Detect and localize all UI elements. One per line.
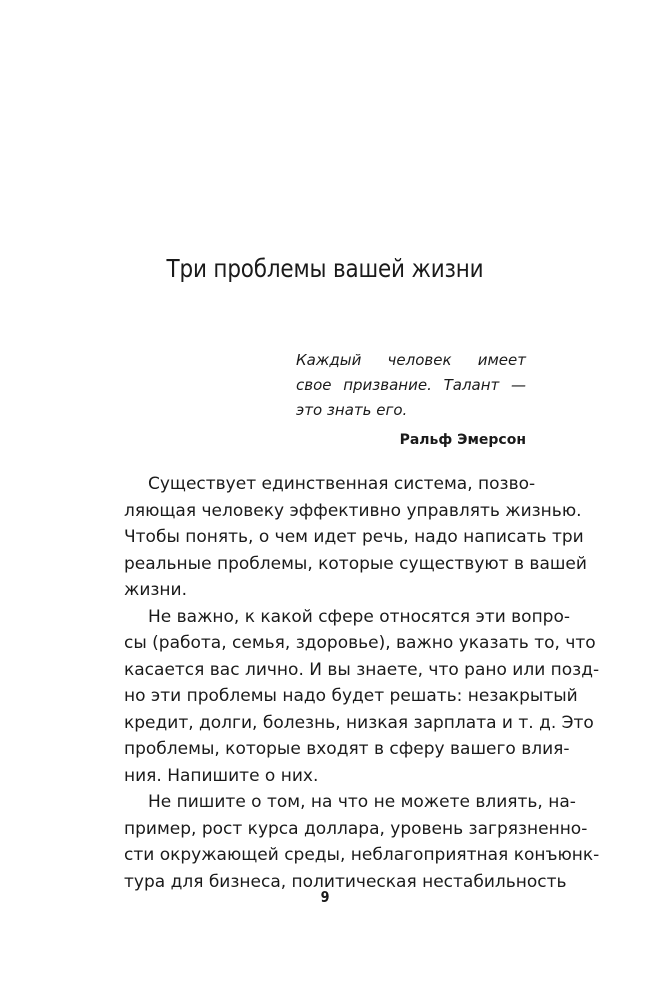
text-line: жизни. [124, 580, 187, 600]
text-line: Чтобы понять, о чем идет речь, надо написать три [124, 527, 584, 547]
text-line: реальные проблемы, которые существуют в вашей [124, 553, 587, 574]
text-line: сти окружающей среды, неблагоприятная конъюнк- [124, 845, 600, 865]
epigraph-line: Каждый человек имеет [296, 351, 526, 369]
paragraph [124, 789, 600, 895]
text-line: сы (работа, семья, здоровье), важно указать то, что [124, 633, 596, 653]
epigraph-line: это знать его. [296, 401, 408, 419]
page-number: 9 [320, 888, 330, 906]
text-line: Не пишите о том, на что не можете влиять, на- [148, 792, 576, 812]
epigraph [296, 348, 526, 453]
text-line: касается вас лично. И вы знаете, что рано или позд- [124, 659, 600, 680]
paragraph [124, 471, 587, 604]
epigraph-line: свое призвание. Талант — [296, 376, 526, 394]
text-line: Не важно, к какой сфере относятся эти вопро- [148, 606, 571, 627]
chapter-title: Три проблемы вашей жизни [166, 254, 484, 283]
text-line: проблемы, которые входят в сферу вашего влия- [124, 739, 570, 759]
text-line: ляющая человеку эффективно управлять жизнью. [124, 500, 582, 521]
epigraph-author: Ральф Эмерсон [399, 432, 526, 448]
text-line: кредит, долги, болезнь, низкая зарплата и т. д. Это [124, 712, 594, 733]
paragraph [124, 604, 600, 790]
text-line: Существует единственная система, позво- [148, 474, 536, 494]
text-line: ния. Напишите о них. [124, 765, 319, 786]
text-line: но эти проблемы надо будет решать: незакрытый [124, 686, 578, 706]
text-line: тура для бизнеса, политическая нестабильность [124, 871, 567, 892]
body-text [124, 471, 600, 895]
text-line: пример, рост курса доллара, уровень загрязненно- [124, 818, 588, 839]
